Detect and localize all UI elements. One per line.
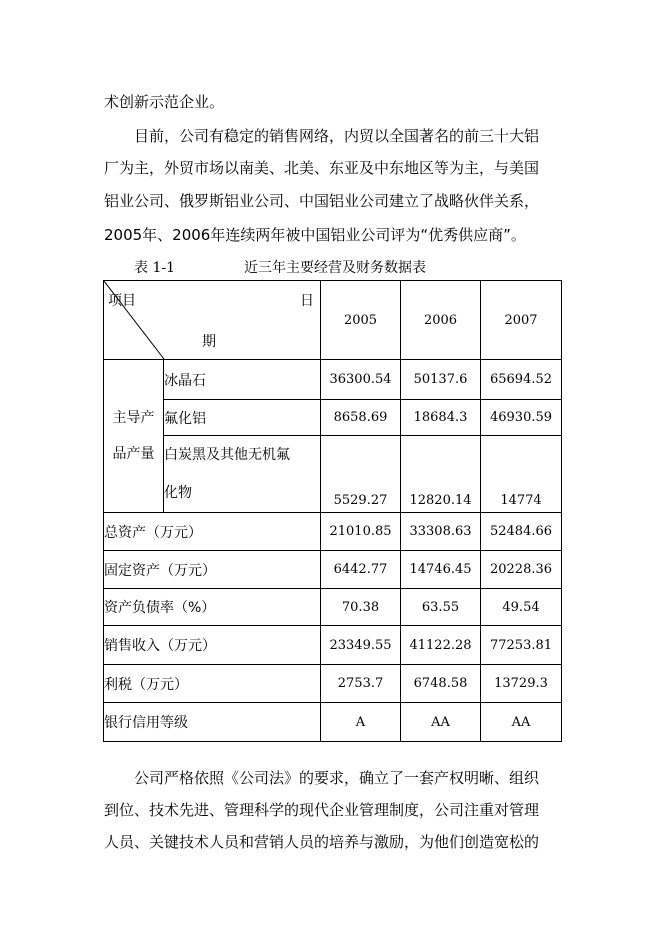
- table-cell: 36300.54: [321, 360, 401, 400]
- table-row: [104, 436, 562, 513]
- group-label: [104, 360, 164, 513]
- table-cell: 13729.3: [481, 665, 562, 703]
- table-cell: AA: [481, 703, 562, 742]
- year-header: 2007: [481, 281, 562, 360]
- paragraph-line: 目前，公司有稳定的销售网络，内贸以全国著名的前三十大铝: [134, 127, 540, 145]
- row-label: 利税（万元）: [104, 665, 321, 703]
- table-row: [104, 626, 562, 665]
- table-cell: 63.55: [401, 589, 481, 626]
- table-cell: 14774: [481, 436, 562, 513]
- diagonal-header-cell: [104, 281, 321, 360]
- table-row: [104, 551, 562, 589]
- paragraph-line: 人员、关键技术人员和营销人员的培养与激励，为他们创造宽松的: [104, 833, 540, 851]
- table-cell: AA: [401, 703, 481, 742]
- paragraph-line: 2005年、2006年连续两年被中国铝业公司评为“优秀供应商”。: [104, 226, 526, 244]
- table-title: 近三年主要经营及财务数据表: [244, 260, 426, 276]
- table-cell: 12820.14: [401, 436, 481, 513]
- year-header: 2006: [401, 281, 481, 360]
- table-cell: 52484.66: [481, 513, 562, 551]
- table-cell: 49.54: [481, 589, 562, 626]
- table-row: [104, 400, 562, 436]
- row-label: 银行信用等级: [104, 703, 321, 742]
- paragraph-line: 厂为主，外贸市场以南美、北美、东亚及中东地区等为主，与美国: [104, 159, 540, 177]
- table-cell: 46930.59: [481, 400, 562, 436]
- header-period: 期: [202, 334, 216, 350]
- paragraph-line: 术创新示范企业。: [104, 93, 225, 111]
- row-label: 总资产（万元）: [104, 513, 321, 551]
- paragraph-line: 到位、技术先进、管理科学的现代企业管理制度，公司注重对管理: [104, 801, 540, 819]
- group-label-line: 主导产: [112, 410, 155, 426]
- header-item: 项目: [108, 293, 136, 309]
- table-cell: A: [321, 703, 401, 742]
- table-cell: 8658.69: [321, 400, 401, 436]
- table-cell: 5529.27: [321, 436, 401, 513]
- table-row: [104, 703, 562, 742]
- table-cell: 6442.77: [321, 551, 401, 589]
- table-cell: 14746.45: [401, 551, 481, 589]
- table-cell: 50137.6: [401, 360, 481, 400]
- row-label: 氟化铝: [164, 400, 321, 436]
- table-cell: 23349.55: [321, 626, 401, 665]
- table-cell: 21010.85: [321, 513, 401, 551]
- table-cell: 2753.7: [321, 665, 401, 703]
- group-label-line: 品产量: [112, 446, 155, 462]
- paragraph-line: 铝业公司、俄罗斯铝业公司、中国铝业公司建立了战略伙伴关系，: [104, 192, 540, 210]
- table-cell: 65694.52: [481, 360, 562, 400]
- row-label-line: 白炭黑及其他无机氟: [164, 447, 290, 463]
- year-header: 2005: [321, 281, 401, 360]
- financial-data-table: [103, 280, 562, 742]
- row-label: 资产负债率（%）: [104, 589, 321, 626]
- table-row: [104, 360, 562, 400]
- header-row: [104, 281, 562, 360]
- paragraph-line: 公司严格依照《公司法》的要求，确立了一套产权明晰、组织: [134, 769, 540, 787]
- row-label: [164, 436, 321, 513]
- header-day: 日: [300, 293, 314, 309]
- table-cell: 70.38: [321, 589, 401, 626]
- table-row: [104, 513, 562, 551]
- row-label: 销售收入（万元）: [104, 626, 321, 665]
- table-cell: 41122.28: [401, 626, 481, 665]
- table-label: 表 1-1: [134, 260, 175, 276]
- table-cell: 33308.63: [401, 513, 481, 551]
- table-row: [104, 589, 562, 626]
- row-label: 冰晶石: [164, 360, 321, 400]
- table-cell: 18684.3: [401, 400, 481, 436]
- table-cell: 77253.81: [481, 626, 562, 665]
- table-cell: 6748.58: [401, 665, 481, 703]
- row-label: 固定资产（万元）: [104, 551, 321, 589]
- table-cell: 20228.36: [481, 551, 562, 589]
- row-label-line: 化物: [164, 485, 192, 501]
- table-row: [104, 665, 562, 703]
